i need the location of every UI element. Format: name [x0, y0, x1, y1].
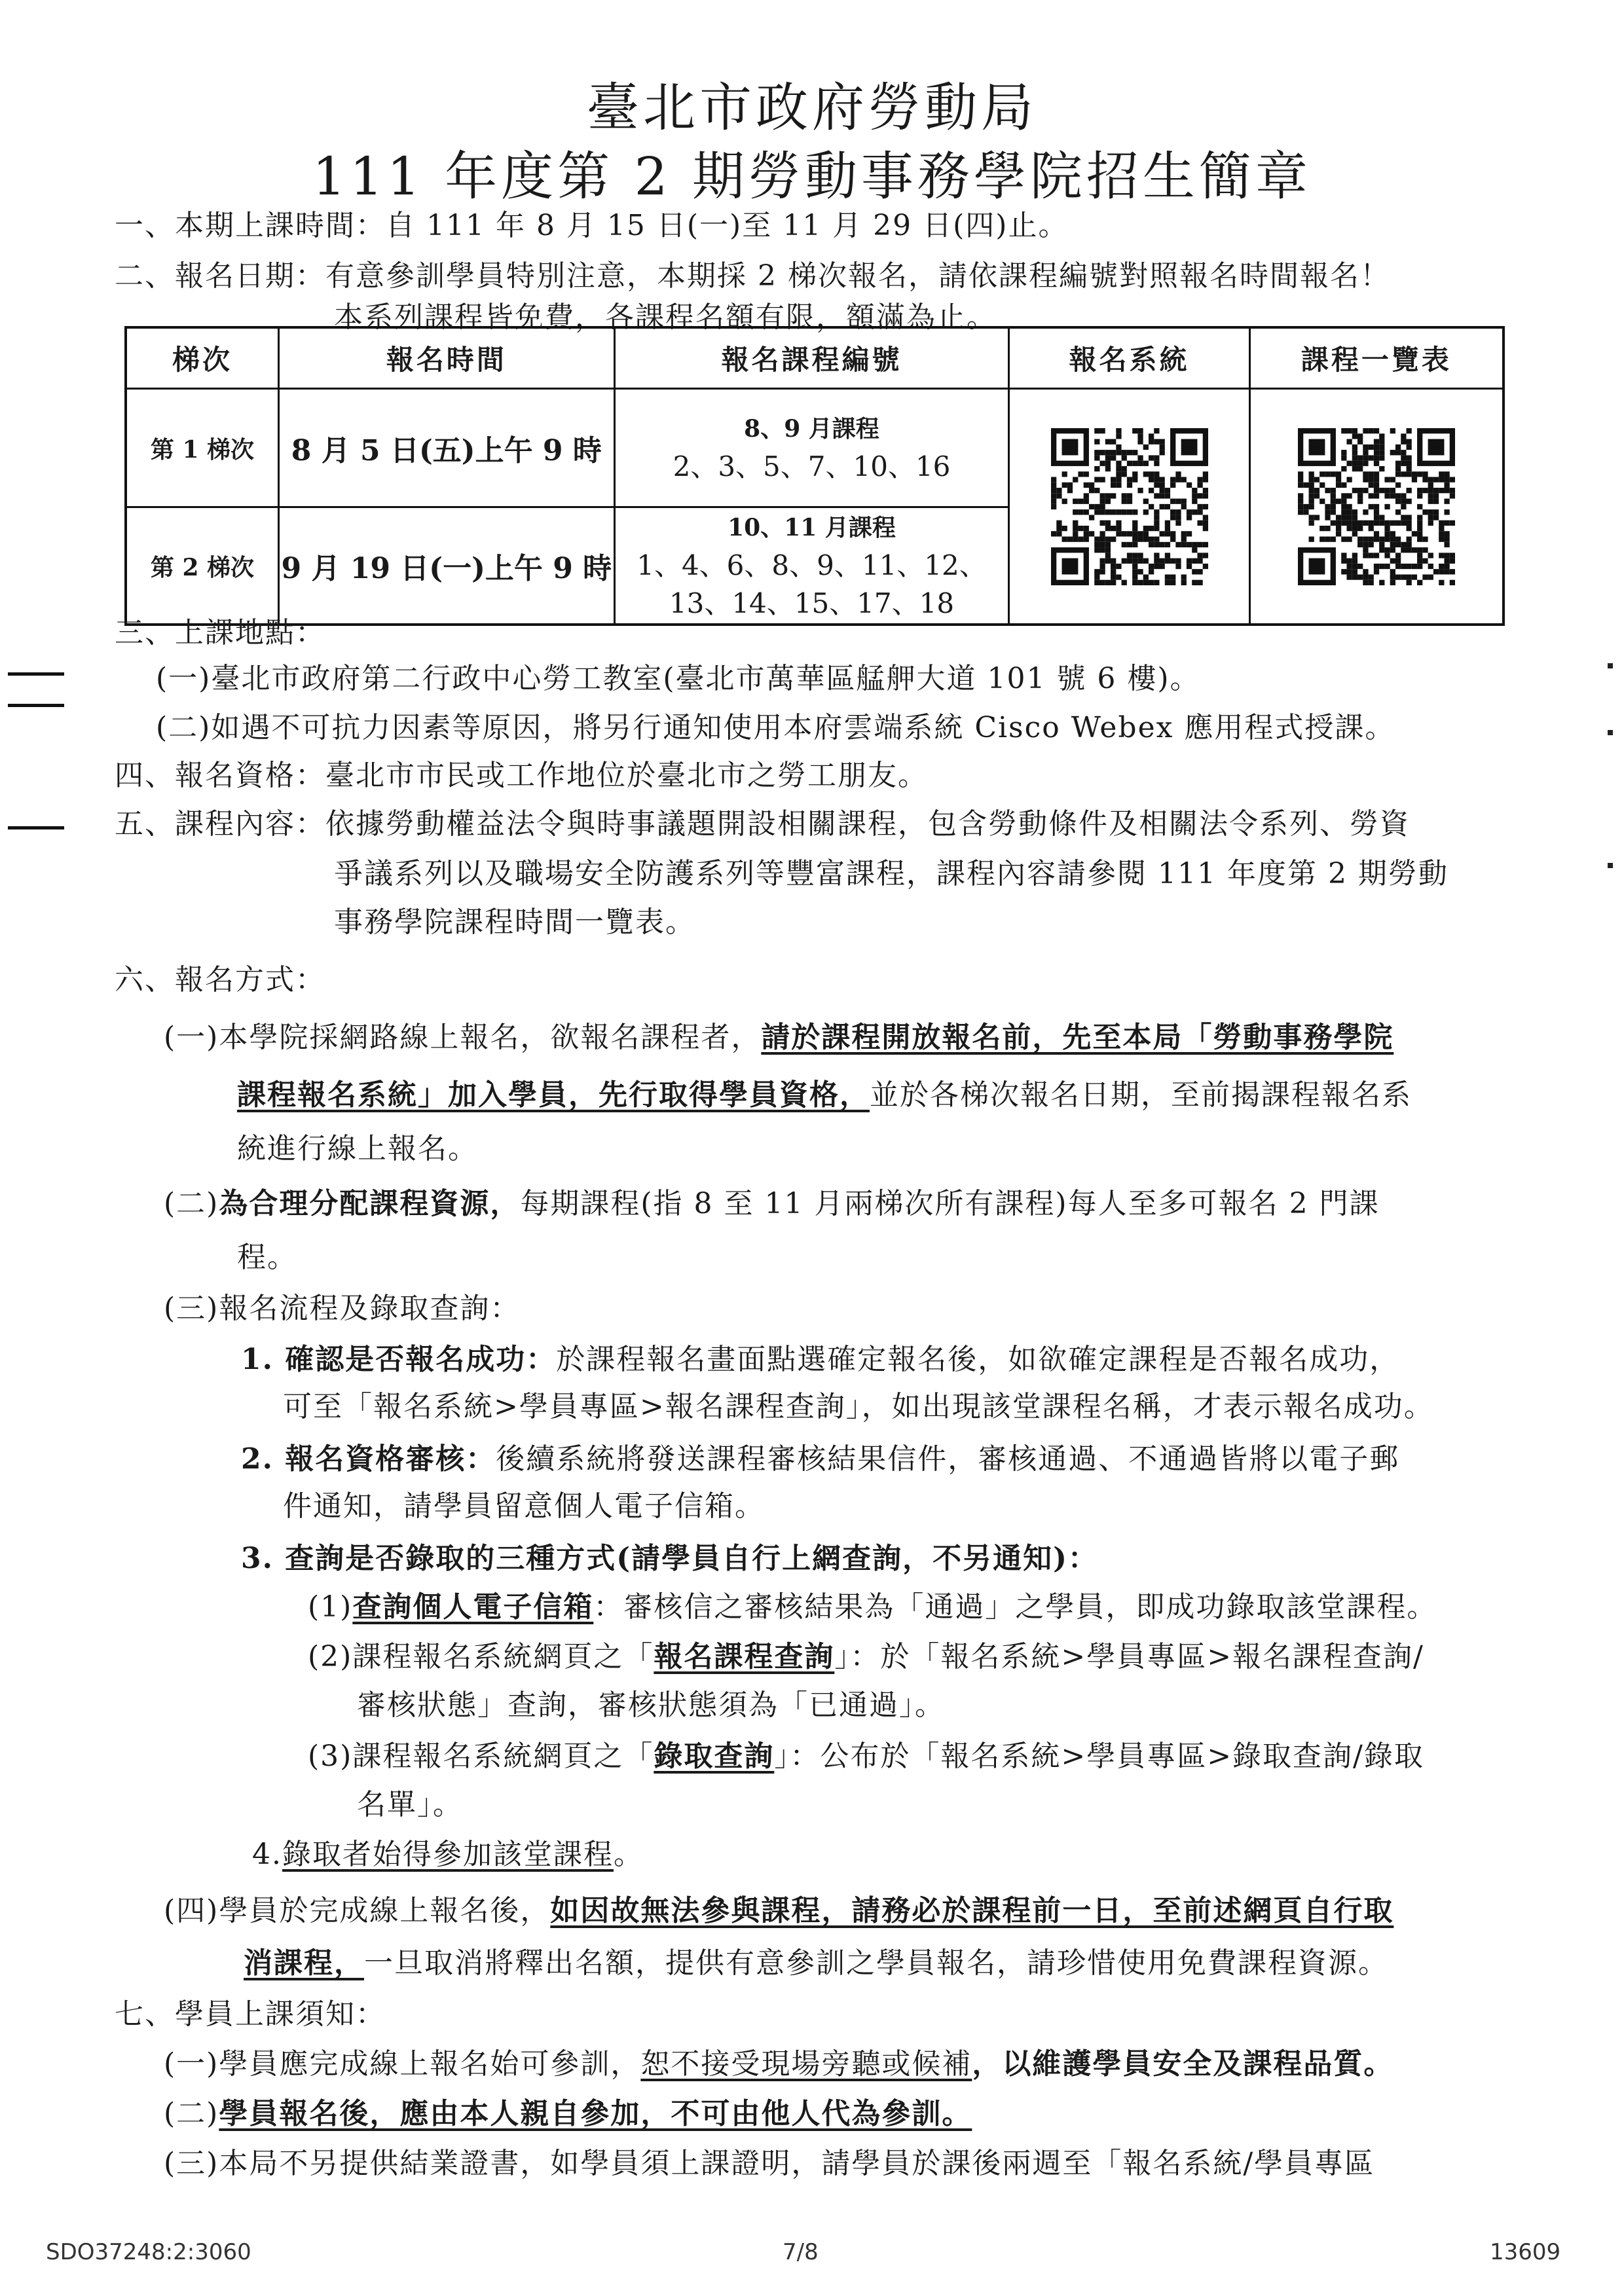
section-6-item-2-line-2: 程。	[237, 1241, 297, 1274]
section-4: 四、報名資格：臺北市市民或工作地位於臺北市之勞工朋友。	[115, 759, 928, 792]
codes-cell	[614, 507, 1009, 625]
table-row	[126, 389, 1504, 507]
scan-dot	[1608, 663, 1613, 668]
step-4: 4.錄取者始得參加該堂課程。	[252, 1838, 644, 1871]
table-header: 報名課程編號	[614, 327, 1009, 389]
document-subtitle: 111 年度第 2 期勞動事務學院招生簡章	[312, 146, 1312, 207]
section-6-item-4-line-1: (四)學員於完成線上報名後，如因故無法參與課程，請務必於課程前一日，至前述網頁自行取	[164, 1894, 1394, 1927]
codes-cell	[614, 389, 1009, 507]
footer-page-number: 7/8	[783, 2239, 819, 2265]
query-method-2-line-1: (2)課程報名系統網頁之「報名課程查詢」：於「報名系統>學員專區>報名課程查詢/	[308, 1640, 1424, 1673]
query-method-3-line-2: 名單」。	[357, 1788, 463, 1821]
time-cell: 8 月 5 日(五)上午 9 時	[278, 389, 614, 507]
section-2-line-2: 本系列課程皆免費，各課程名額有限，額滿為止。	[334, 301, 997, 334]
section-5-line-3: 事務學院課程時間一覽表。	[334, 905, 695, 939]
registration-qr-cell	[1009, 389, 1250, 625]
step-2-line-1: 2. 報名資格審核：後續系統將發送課程審核結果信件，審核通過、不通過皆將以電子郵	[241, 1442, 1400, 1476]
footer-document-id: SDO37248:2:3060	[46, 2239, 251, 2265]
step-2-line-2: 件通知，請學員留意個人電子信箱。	[283, 1489, 765, 1523]
table-header: 課程一覽表	[1249, 327, 1504, 389]
batch-cell: 第 2 梯次	[126, 507, 278, 625]
table-header: 報名時間	[278, 327, 614, 389]
codes-list: 1、4、6、8、9、11、12、	[637, 549, 987, 581]
section-7-item-2: (二)學員報名後，應由本人親自參加，不可由他人代為參訓。	[164, 2097, 972, 2130]
section-3-title: 三、上課地點：	[115, 616, 325, 649]
step-1-line-2: 可至「報名系統>學員專區>報名課程查詢」，如出現該堂課程名稱，才表示報名成功。	[283, 1390, 1434, 1423]
section-7-item-3: (三)本局不另提供結業證書，如學員須上課證明，請學員於課後兩週至「報名系統/學員專區	[164, 2147, 1375, 2180]
codes-title: 10、11 月課程	[728, 514, 896, 541]
step-1-line-1: 1. 確認是否報名成功：於課程報名畫面點選確定報名後，如欲確定課程是否報名成功，	[241, 1343, 1400, 1376]
step-3-title: 3. 查詢是否錄取的三種方式(請學員自行上網查詢，不另通知)：	[241, 1542, 1098, 1575]
section-6-item-1-line-3: 統進行線上報名。	[237, 1132, 478, 1165]
codes-list: 2、3、5、7、10、16	[673, 450, 951, 483]
scan-dot	[1608, 730, 1613, 735]
section-5-line-2: 爭議系列以及職場安全防護系列等豐富課程，課程內容請參閱 111 年度第 2 期勞動	[334, 857, 1449, 890]
query-method-3-line-1: (3)課程報名系統網頁之「錄取查詢」：公布於「報名系統>學員專區>錄取查詢/錄取	[308, 1740, 1424, 1773]
section-6-item-3-title: (三)報名流程及錄取查詢：	[164, 1292, 521, 1325]
section-3-item-2: (二)如遇不可抗力因素等原因，將另行通知使用本府雲端系統 Cisco Webex 應用程式授課。	[156, 711, 1395, 744]
section-3-item-1: (一)臺北市政府第二行政中心勞工教室(臺北市萬華區艋舺大道 101 號 6 樓)。	[156, 662, 1200, 695]
qr-code-icon[interactable]	[1051, 428, 1208, 585]
time-cell: 9 月 19 日(一)上午 9 時	[278, 507, 614, 625]
query-method-2-line-2: 審核狀態」查詢，審核狀態須為「已通過」。	[357, 1688, 945, 1722]
table-header: 梯次	[126, 327, 278, 389]
course-list-qr-cell	[1249, 389, 1504, 625]
section-7-item-1: (一)學員應完成線上報名始可參訓，恕不接受現場旁聽或候補，以維護學員安全及課程品質。	[164, 2047, 1394, 2081]
codes-title: 8、9 月課程	[744, 415, 879, 443]
footer-serial: 13609	[1490, 2239, 1561, 2265]
section-5-line-1: 五、課程內容：依據勞動權益法令與時事議題開設相關課程，包含勞動條件及相關法令系列、勞資	[115, 807, 1410, 841]
section-6-item-2-line-1: (二)為合理分配課程資源，每期課程(指 8 至 11 月兩梯次所有課程)每人至多可報名 2 門課	[164, 1187, 1380, 1220]
qr-code-icon[interactable]	[1298, 428, 1455, 585]
binding-mark	[8, 704, 64, 707]
section-1: 一、本期上課時間：自 111 年 8 月 15 日(一)至 11 月 29 日(四)止。	[115, 209, 1069, 242]
binding-mark	[8, 672, 64, 676]
section-6-item-4-line-2: 消課程，一旦取消將釋出名額，提供有意參訓之學員報名，請珍惜使用免費課程資源。	[244, 1946, 1388, 1980]
schedule-table	[124, 326, 1505, 626]
section-7-title: 七、學員上課須知：	[115, 1997, 386, 2031]
codes-list: 13、14、15、17、18	[669, 587, 955, 619]
table-header: 報名系統	[1009, 327, 1250, 389]
section-6-title: 六、報名方式：	[115, 963, 325, 996]
section-6-item-1-line-1: (一)本學院採網路線上報名，欲報名課程者，請於課程開放報名前，先至本局「勞動事務學院	[164, 1021, 1394, 1054]
section-6-item-1-line-2: 課程報名系統」加入學員，先行取得學員資格，並於各梯次報名日期，至前揭課程報名系	[237, 1078, 1412, 1112]
section-2-line-1: 二、報名日期：有意參訓學員特別注意，本期採 2 梯次報名，請依課程編號對照報名時間報名！	[115, 259, 1390, 293]
batch-cell: 第 1 梯次	[126, 389, 278, 507]
binding-mark	[8, 826, 64, 829]
query-method-1: (1)查詢個人電子信箱：審核信之審核結果為「通過」之學員，即成功錄取該堂課程。	[308, 1590, 1437, 1624]
document-title: 臺北市政府勞動局	[587, 77, 1037, 138]
scan-dot	[1608, 863, 1613, 868]
